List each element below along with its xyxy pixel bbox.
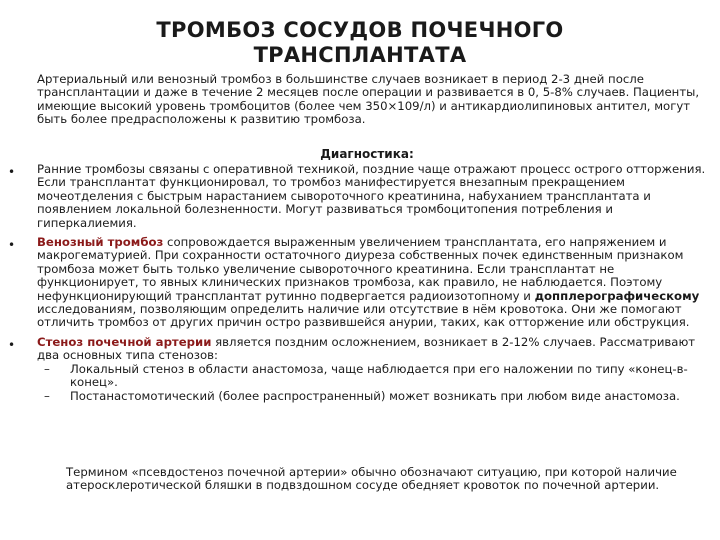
local-stenosis-text: Локальный стеноз в области анастомоза, чаще наблюдается при его наложении по типу «конец-в-конец». — [70, 361, 688, 390]
bullet-marker: • — [8, 238, 16, 253]
dash-marker: – — [44, 388, 50, 403]
list-item — [0, 163, 711, 230]
doppler-term: допплерографическому — [534, 288, 700, 303]
diagnostics-heading: Диагностика: — [320, 147, 414, 161]
venous-thrombosis-text: сопровождается выраженным увеличением трансплантата, его напряжением и макрогематурией. При сохранности остаточного диуреза собственных почек единственным признаком тромбоза может быть только увеличение сывороточного креатинина. Если трансплантат не функционирует, то явных клинических признаков тромбоза, как правило, не наблюдается. Поэтому нефункционирующий трансплантат рутинно подвергается радиоизотопному и — [37, 235, 684, 303]
sub-list-item — [0, 363, 690, 390]
bullet-marker: • — [8, 165, 16, 179]
venous-thrombosis-text-end: исследованиям, позволяющим определить наличие или отсутствие в нём кровотока. Они же помогают отличить тромбоз от других причин остро развившейся анурии, таких, как отторжение или обструкция. — [37, 302, 690, 330]
postanastomotic-stenosis-text: Постанастомотический (более распространенный) может возникать при любом виде анастомоза. — [70, 388, 680, 403]
page-title: ТРОМБОЗ СОСУДОВ ПОЧЕЧНОГО ТРАНСПЛАНТАТА — [156, 18, 564, 67]
dash-marker: – — [44, 361, 50, 376]
renal-artery-stenosis-text: является поздним осложнением, возникает в 2-12% случаев. Рассматривают два основных типа стенозов: — [37, 334, 696, 363]
early-thrombosis-text: Ранние тромбозы связаны с оперативной техникой, поздние чаще отражают процесс острого отторжения. Если трансплантат функционировал, то тромбоз манифестируется внезапным прекращением мочеотделения с быстрым нарастанием сывороточного креатинина, набуханием трансплантата и появлением локальной болезненности. Могут развиваться тромбоцитопения потребления и гиперкалиемия. — [37, 162, 706, 230]
venous-thrombosis-term: Венозный тромбоз — [37, 235, 164, 250]
sub-list-item — [0, 390, 690, 403]
renal-artery-stenosis-term: Стеноз почечной артерии — [37, 334, 212, 349]
list-item — [0, 336, 711, 363]
bullet-marker: • — [8, 337, 16, 352]
list-item — [0, 236, 711, 330]
intro-paragraph: Артериальный или венозный тромбоз в большинстве случаев возникает в период 2-3 дней после трансплантации и даже в течение 2 месяцев после операции и развивается в 0, 5-8% случаев. Пациенты, имеющие высокий уровень тромбоцитов (более чем 350×109/л) и антикардиолипиновых антител, могут быть более предрасположены к развитию тромбоза. — [37, 72, 700, 127]
diagnostics-list — [0, 163, 720, 403]
pseudostenosis-note: Термином «псевдостеноз почечной артерии» обычно обозначают ситуацию, при которой наличие атеросклеротической бляшки в подвздошном сосуде обедняет кровоток по почечной артерии. — [66, 465, 677, 493]
